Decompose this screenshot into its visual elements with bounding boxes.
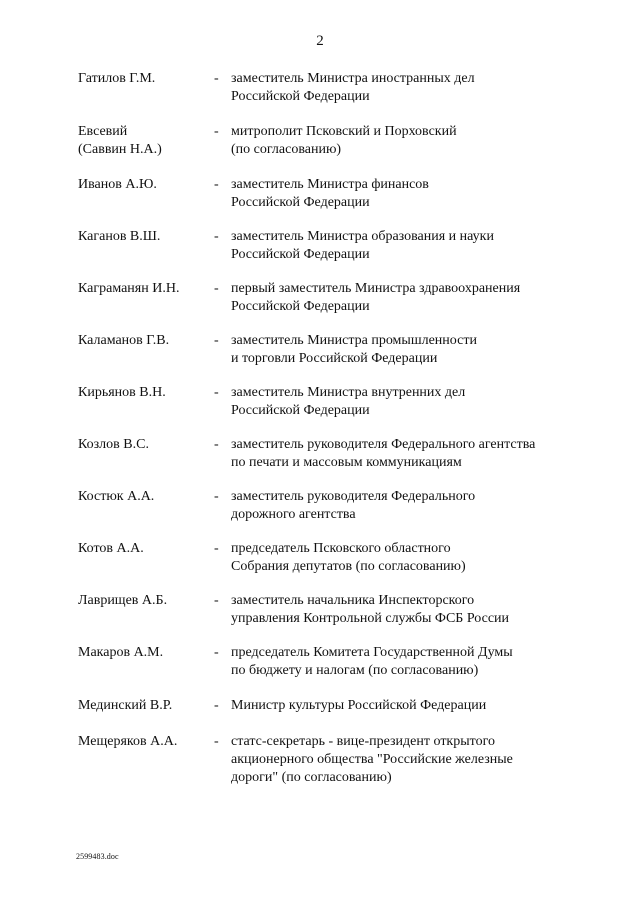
separator-dash: - bbox=[214, 229, 219, 244]
page-number: 2 bbox=[316, 33, 324, 49]
member-position bbox=[231, 280, 631, 316]
member-name bbox=[78, 592, 208, 610]
member-position bbox=[231, 332, 631, 368]
member-position-line: Российской Федерации bbox=[231, 247, 370, 262]
member-name-line: Мещеряков А.А. bbox=[78, 734, 178, 749]
member-name bbox=[78, 540, 208, 558]
member-position-line: акционерного общества "Российские железные bbox=[231, 752, 513, 767]
member-name-line: Иванов А.Ю. bbox=[78, 177, 157, 192]
member-position-line: (по согласованию) bbox=[231, 142, 342, 157]
member-name bbox=[78, 176, 208, 194]
separator-dash: - bbox=[214, 281, 219, 296]
member-name bbox=[78, 228, 208, 246]
member-position-line: заместитель Министра внутренних дел bbox=[231, 385, 466, 400]
member-position bbox=[231, 540, 631, 576]
separator-dash: - bbox=[214, 333, 219, 348]
member-name-line: Мединский В.Р. bbox=[78, 698, 173, 713]
member-name bbox=[78, 384, 208, 402]
member-name-line: (Саввин Н.А.) bbox=[78, 142, 162, 157]
member-name bbox=[78, 436, 208, 454]
member-position bbox=[231, 436, 631, 472]
member-position-line: первый заместитель Министра здравоохранения bbox=[231, 281, 521, 296]
member-position-line: заместитель Министра образования и науки bbox=[231, 229, 494, 244]
member-position bbox=[231, 123, 631, 159]
member-name bbox=[78, 70, 208, 88]
member-name bbox=[78, 280, 208, 298]
member-name-line: Кирьянов В.Н. bbox=[78, 385, 166, 400]
member-position bbox=[231, 384, 631, 420]
member-name-line: Макаров А.М. bbox=[78, 645, 164, 660]
member-position-line: дороги" (по согласованию) bbox=[231, 770, 392, 785]
separator-dash: - bbox=[214, 489, 219, 504]
member-position-line: Министр культуры Российской Федерации bbox=[231, 698, 487, 713]
member-position-line: Российской Федерации bbox=[231, 299, 370, 314]
member-position-line: и торговли Российской Федерации bbox=[231, 351, 438, 366]
member-name bbox=[78, 488, 208, 506]
file-name-footer: 2599483.doc bbox=[76, 852, 119, 861]
separator-dash: - bbox=[214, 541, 219, 556]
separator-dash: - bbox=[214, 698, 219, 713]
member-position-line: заместитель руководителя Федерального bbox=[231, 489, 476, 504]
member-position-line: дорожного агентства bbox=[231, 507, 356, 522]
separator-dash: - bbox=[214, 177, 219, 192]
member-position-line: Российской Федерации bbox=[231, 195, 370, 210]
member-name-line: Костюк А.А. bbox=[78, 489, 155, 504]
separator-dash: - bbox=[214, 385, 219, 400]
separator-dash: - bbox=[214, 734, 219, 749]
member-name bbox=[78, 332, 208, 350]
member-name-line: Каграманян И.Н. bbox=[78, 281, 180, 296]
member-name-line: Лаврищев А.Б. bbox=[78, 593, 168, 608]
separator-dash: - bbox=[214, 124, 219, 139]
member-position bbox=[231, 488, 631, 524]
member-name-line: Каганов В.Ш. bbox=[78, 229, 161, 244]
member-name-line: Каламанов Г.В. bbox=[78, 333, 170, 348]
member-position bbox=[231, 176, 631, 212]
member-position bbox=[231, 70, 631, 106]
member-position-line: председатель Комитета Государственной Думы bbox=[231, 645, 513, 660]
member-name bbox=[78, 733, 208, 751]
separator-dash: - bbox=[214, 437, 219, 452]
member-position-line: по бюджету и налогам (по согласованию) bbox=[231, 663, 479, 678]
member-position-line: заместитель Министра финансов bbox=[231, 177, 429, 192]
member-name-line: Евсевий bbox=[78, 124, 128, 139]
member-position-line: по печати и массовым коммуникациям bbox=[231, 455, 462, 470]
separator-dash: - bbox=[214, 645, 219, 660]
member-position-line: Российской Федерации bbox=[231, 403, 370, 418]
member-position bbox=[231, 733, 631, 787]
separator-dash: - bbox=[214, 71, 219, 86]
member-position-line: Российской Федерации bbox=[231, 89, 370, 104]
member-position bbox=[231, 592, 631, 628]
member-position bbox=[231, 697, 631, 715]
member-position-line: заместитель Министра иностранных дел bbox=[231, 71, 475, 86]
member-name bbox=[78, 644, 208, 662]
member-name bbox=[78, 697, 208, 715]
separator-dash: - bbox=[214, 593, 219, 608]
member-position-line: заместитель Министра промышленности bbox=[231, 333, 477, 348]
member-position-line: заместитель руководителя Федерального агентства bbox=[231, 437, 536, 452]
member-position-line: Собрания депутатов (по согласованию) bbox=[231, 559, 466, 574]
member-position-line: управления Контрольной службы ФСБ России bbox=[231, 611, 510, 626]
member-position bbox=[231, 228, 631, 264]
member-position bbox=[231, 644, 631, 680]
member-name-line: Козлов В.С. bbox=[78, 437, 149, 452]
member-position-line: председатель Псковского областного bbox=[231, 541, 451, 556]
member-position-line: статс-секретарь - вице-президент открытого bbox=[231, 734, 495, 749]
member-position-line: заместитель начальника Инспекторского bbox=[231, 593, 475, 608]
member-position-line: митрополит Псковский и Порховский bbox=[231, 124, 457, 139]
member-name-line: Котов А.А. bbox=[78, 541, 144, 556]
member-name bbox=[78, 123, 208, 159]
member-name-line: Гатилов Г.М. bbox=[78, 71, 156, 86]
